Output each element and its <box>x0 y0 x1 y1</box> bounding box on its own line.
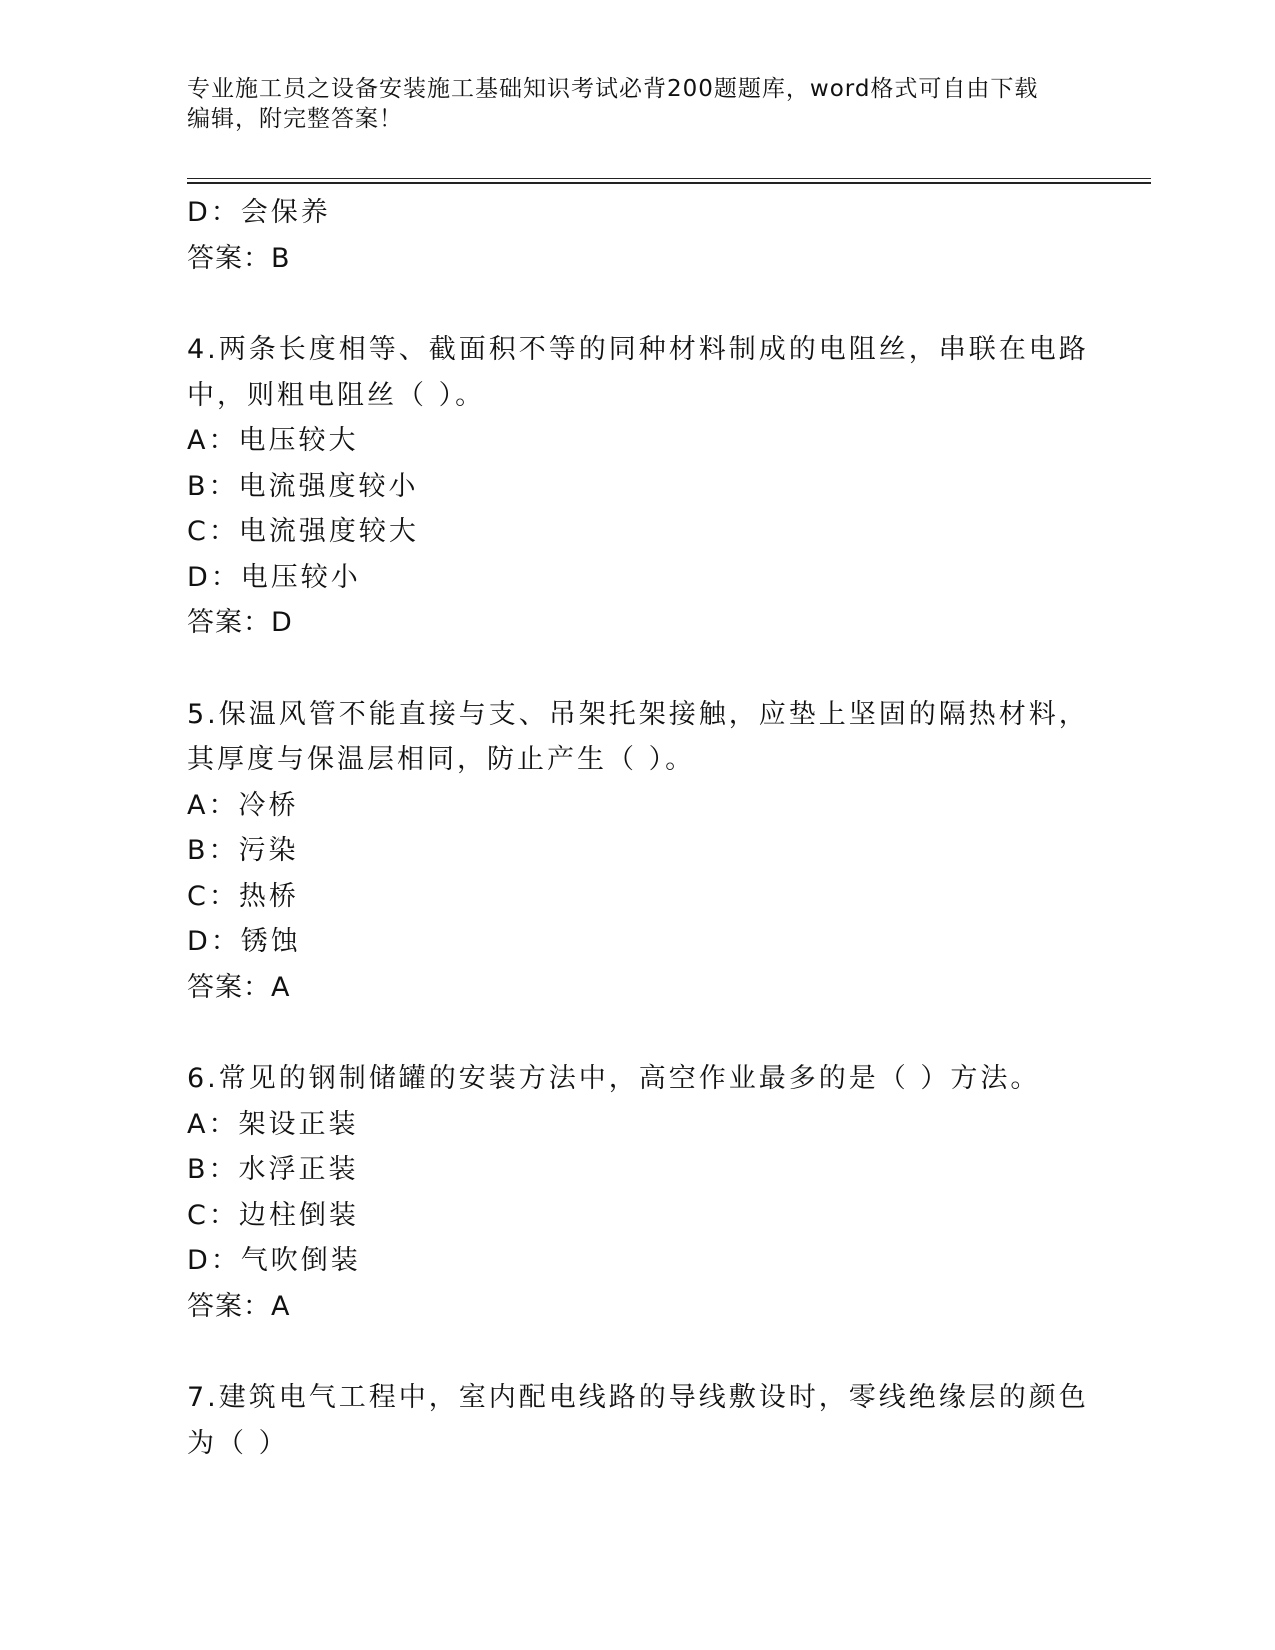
option-d: D：会保养 <box>187 197 331 228</box>
header-divider-thin <box>187 178 1151 179</box>
answer-line: 答案：D <box>187 607 293 638</box>
option-c: C：边柱倒装 <box>187 1199 359 1231</box>
spacer <box>187 281 1077 327</box>
option-c: C：电流强度较大 <box>187 516 419 547</box>
option-d: D：锈蚀 <box>187 926 301 957</box>
header-divider-thick <box>187 182 1151 184</box>
option-a: A：电压较大 <box>187 425 359 456</box>
answer-line: 答案：A <box>187 971 291 1003</box>
question-stem-continued: 为（ ） <box>187 1427 289 1459</box>
header-line-2: 编辑，附完整答案！ <box>187 106 403 132</box>
option-b: B：水浮正装 <box>187 1154 359 1185</box>
spacer <box>187 1329 1077 1375</box>
question-stem: 5.保温风管不能直接与支、吊架托架接触，应垫上坚固的隔热材料， <box>187 698 1089 730</box>
question-stem: 4.两条长度相等、截面积不等的同种材料制成的电阻丝，串联在电路 <box>187 334 1089 365</box>
option-a: A：架设正装 <box>187 1108 359 1140</box>
question-item <box>187 1375 1089 1466</box>
option-c: C：热桥 <box>187 880 299 912</box>
question-stem: 7.建筑电气工程中，室内配电线路的导线敷设时，零线绝缘层的颜色 <box>187 1382 1089 1413</box>
document-header <box>187 74 1077 134</box>
option-b: B：污染 <box>187 835 299 866</box>
answer-line: 答案：A <box>187 1290 291 1322</box>
option-d: D：气吹倒装 <box>187 1245 361 1276</box>
answer-line: 答案：B <box>187 242 291 274</box>
spacer <box>187 1010 1077 1056</box>
option-a: A：冷桥 <box>187 789 299 821</box>
question-item <box>187 327 1089 646</box>
header-line-1: 专业施工员之设备安装施工基础知识考试必背200题题库，word格式可自由下载 <box>187 76 1039 102</box>
question-stem: 6.常见的钢制储罐的安装方法中，高空作业最多的是（ ）方法。 <box>187 1063 1041 1094</box>
prev-question-tail <box>187 190 1077 281</box>
spacer <box>187 646 1077 692</box>
question-stem-continued: 中，则粗电阻丝（ ）。 <box>187 379 486 411</box>
option-b: B：电流强度较小 <box>187 470 419 502</box>
question-stem-continued: 其厚度与保温层相同，防止产生（ ）。 <box>187 744 696 775</box>
question-list <box>187 190 1089 1466</box>
question-item <box>187 1056 1077 1329</box>
question-item <box>187 692 1089 1011</box>
option-d: D：电压较小 <box>187 561 361 593</box>
